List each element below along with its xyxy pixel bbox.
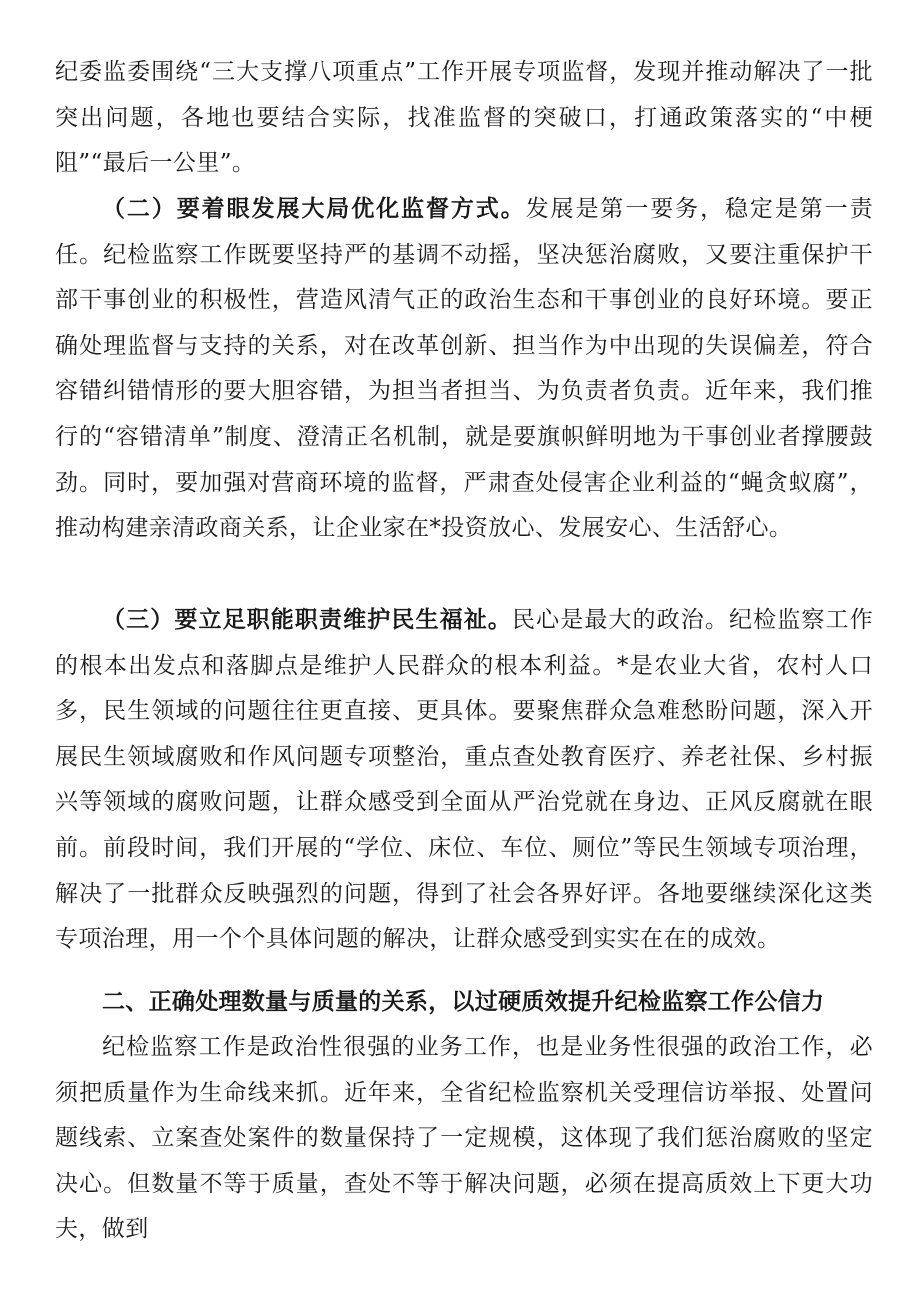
paragraph-text: 发展是第一要务，稳定是第一责任。纪检监察工作既要坚持严的基调不动摇，坚决惩治腐败，又要注重保护干部干事创业的积极性，营造风清气正的政治生态和干事创业的良好环境。要正确处理监督与支持的关系，对在改革创新、担当作为中出现的失误偏差，符合容错纠错情形的要大胆容错，为担当者担当、为负责者负责。近年来，我们推行的“容错清单”制度、澄清正名机制，就是要旗帜鲜明地为干事创业者撑腰鼓劲。同时，要加强对营商环境的监督，严肃查处侵害企业利益的“蝇贪蚁腐”，推动构建亲清政商关系，让企业家在*投资放心、发展安心、生活舒心。 <box>55 196 873 542</box>
paragraph-text: 民心是最大的政治。纪检监察工作的根本出发点和落脚点是维护人民群众的根本利益。*是农业大省，农村人口多，民生领域的问题往往更直接、更具体。要聚焦群众急难愁盼问题，深入开展民生领域腐败和作风问题专项整治，重点查处教育医疗、养老社保、乡村振兴等领域的腐败问题，让群众感受到全面从严治党就在身边、正风反腐就在眼前。前段时间，我们开展的“学位、床位、车位、厕位”等民生领域专项治理，解决了一批群众反映强烈的问题，得到了社会各界好评。各地要继续深化这类专项治理，用一个个具体问题的解决，让群众感受到实实在在的成效。 <box>55 607 873 953</box>
subheading-optimize-supervision: （二）要着眼发展大局优化监督方式。 <box>102 195 526 222</box>
paragraph-quality-lifeline <box>55 1025 873 1253</box>
section-heading-quantity-quality <box>55 979 873 1025</box>
subheading-livelihood: （三）要立足职能职责维护民生福祉。 <box>102 606 512 633</box>
paragraph-text: 纪委监委围绕“三大支撑八项重点”工作开展专项监督，发现并推动解决了一批突出问题，各地也要结合实际，找准监督的突破口，打通政策落实的“中梗阻”“最后一公里”。 <box>55 59 873 177</box>
paragraph-continuation <box>55 50 873 187</box>
section-heading-text: 二、正确处理数量与质量的关系，以过硬质效提升纪检监察工作公信力 <box>102 988 825 1015</box>
paragraph-optimize-supervision <box>55 186 873 552</box>
paragraph-text: 纪检监察工作是政治性很强的业务工作，也是业务性很强的政治工作，必须把质量作为生命线来抓。近年来，全省纪检监察机关受理信访举报、处置问题线索、立案查处案件的数量保持了一定规模，这体现了我们惩治腐败的坚定决心。但数量不等于质量，查处不等于解决问题，必须在提高质效上下更大功夫，做到 <box>55 1034 873 1243</box>
paragraph-livelihood <box>55 597 873 963</box>
